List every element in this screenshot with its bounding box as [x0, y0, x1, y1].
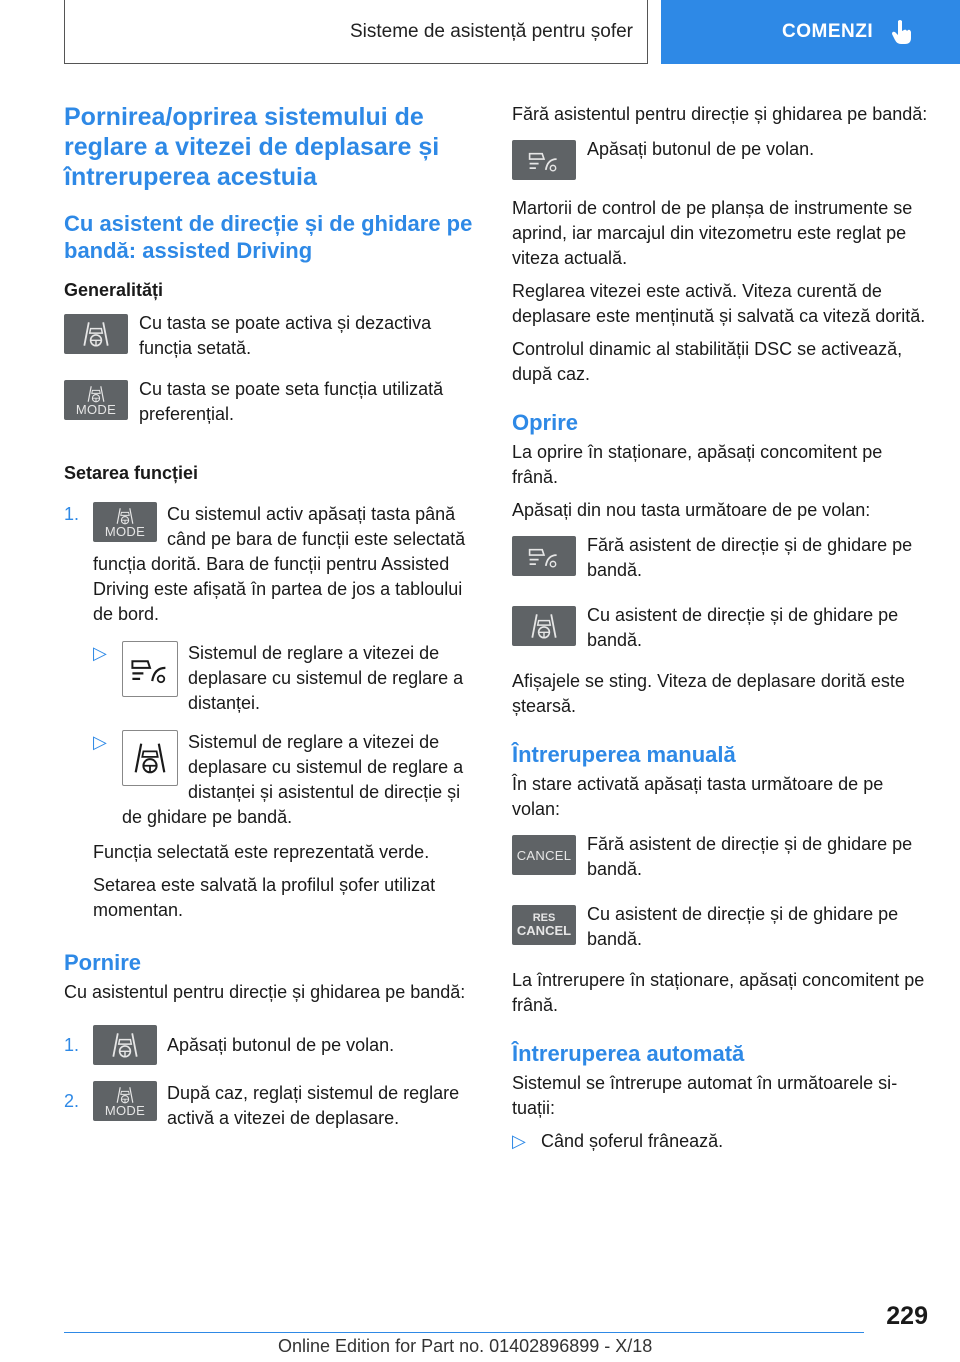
- bullet: ▷: [93, 643, 107, 663]
- set-heading: Setarea funcției: [64, 463, 199, 483]
- cancel-label: CANCEL: [516, 847, 572, 863]
- manual-option-1-text: Fără asistent de direcție și de ghidare pe bandă.: [587, 834, 913, 879]
- set-option-1-text: Sistemul de reglare a vitezei de deplasare cu sistemul de reglare a distanței.: [188, 643, 464, 713]
- section-subtitle: Cu asistent de direcție și de ghidare pe bandă: assisted Driving: [64, 211, 473, 263]
- stop-heading: Oprire: [512, 410, 579, 435]
- lane-assist-icon: [122, 730, 178, 786]
- press-text: Apăsați butonul de pe volan.: [587, 139, 815, 159]
- res-cancel-button-icon: [512, 905, 576, 945]
- manual-p2: La întrerupere în staționare, apăsați concomitent pe frână.: [512, 970, 925, 1015]
- stop-p2: Apăsați din nou tasta următoare de pe volan:: [512, 500, 871, 520]
- set-option-2: [93, 730, 476, 830]
- mode-label: MODE: [104, 523, 146, 539]
- set-note-2: Setarea este salvată la profilul șofer utilizat momentan.: [93, 875, 436, 920]
- stop-p3: Afișajele se sting. Viteza de deplasare dorită este ștearsă.: [512, 671, 905, 716]
- start-intro: Cu asistentul pentru direcție și ghidarea pe bandă:: [64, 982, 466, 1002]
- page-number: 229: [886, 1302, 928, 1330]
- bullet: ▷: [512, 1131, 526, 1151]
- step-number: 2.: [64, 1091, 80, 1111]
- set-option-2-text: Sistemul de reglare a vitezei de deplasare cu sistemul de reglare a distanței și asistentul de direcție și de ghidare pe bandă.: [122, 732, 464, 827]
- auto-p1: Sistemul se întrerupe automat în următoarele situații:: [512, 1073, 898, 1118]
- bullet: ▷: [93, 732, 107, 752]
- manual-heading: Întreruperea manuală: [512, 742, 736, 767]
- stop-option-2-text: Cu asistent de direcție și de ghidare pe bandă.: [587, 605, 899, 650]
- set-step-1: [64, 502, 476, 627]
- general-item-2: [64, 377, 476, 427]
- set-option-1: [93, 641, 476, 716]
- manual-option-2-text: Cu asistent de direcție și de ghidare pe bandă.: [587, 904, 899, 949]
- lane-assist-button-icon: [512, 606, 576, 646]
- header-section-title: [64, 0, 648, 64]
- cancel-button-icon: [512, 835, 576, 875]
- footer-divider: [64, 1332, 864, 1333]
- right-p2: Reglarea vitezei este activă. Viteza curentă de deplasare este menținută și salvată ca viteză dorită.: [512, 281, 926, 326]
- right-p3: Controlul dinamic al stabilității DSC se activează, după caz.: [512, 339, 903, 384]
- page-title: Pornirea/oprirea sistemului de reglare a vitezei de deplasare și întreruperea acestuia: [64, 103, 440, 191]
- start-heading: Pornire: [64, 950, 142, 975]
- acc-icon: [122, 641, 178, 697]
- acc-button-icon: [512, 536, 576, 576]
- start-step-1: [64, 1025, 476, 1067]
- res-label: RES: [532, 911, 556, 924]
- auto-bullet-1: [512, 1129, 928, 1154]
- stop-p1: La oprire în staționare, apăsați concomitent pe frână.: [512, 442, 883, 487]
- stop-option-1: [512, 533, 928, 583]
- start-step-2-text: După caz, reglați sistemul de reglare activă a vitezei de deplasare.: [167, 1083, 460, 1128]
- tab-comenzi[interactable]: [661, 0, 960, 64]
- start-step-2: [64, 1081, 476, 1131]
- start-step-1-text: Apăsați butonul de pe volan.: [167, 1035, 395, 1055]
- tab-label: COMENZI: [782, 21, 874, 42]
- acc-button-icon: [512, 140, 576, 180]
- cancel-label: CANCEL: [516, 922, 572, 938]
- general-item-2-text: Cu tasta se poate seta funcția utilizată preferențial.: [139, 379, 444, 424]
- set-note-1: Funcția selectată este reprezentată verde.: [93, 842, 430, 862]
- mode-button-icon: [64, 380, 128, 420]
- left-column: [64, 102, 476, 1139]
- mode-label: MODE: [75, 401, 117, 417]
- stop-option-2: [512, 603, 928, 653]
- mode-button-icon: [93, 502, 157, 542]
- stop-option-1-text: Fără asistent de direcție și de ghidare pe bandă.: [587, 535, 913, 580]
- general-item-1: [64, 311, 476, 361]
- set-step-1-text: Cu sistemul activ apăsați tasta până când pe bara de funcții este selectată funcția dorită. Bara de funcții pentru Assisted Driving este afișată în partea de jos a tabloului de bord.: [93, 504, 466, 624]
- lane-assist-button-icon: [64, 314, 128, 354]
- footer-edition: Online Edition for Part no. 01402896899 - X/18: [278, 1336, 653, 1356]
- general-item-1-text: Cu tasta se poate activa și dezactiva funcția setată.: [139, 313, 432, 358]
- auto-bullet-1-text: Când șoferul frânează.: [541, 1131, 724, 1151]
- auto-heading: Întreruperea automată: [512, 1041, 745, 1066]
- manual-option-1: [512, 832, 928, 882]
- right-intro: Fără asistentul pentru direcție și ghidarea pe bandă:: [512, 104, 928, 124]
- press-item: [512, 137, 928, 180]
- manual-p1: În stare activată apăsați tasta următoare de pe volan:: [512, 774, 884, 819]
- lane-assist-button-icon: [93, 1025, 157, 1065]
- mode-button-icon: [93, 1081, 157, 1121]
- hand-pointer-icon: [891, 19, 913, 45]
- section-title-text: Sisteme de asistență pentru șofer: [349, 20, 633, 42]
- right-column: [512, 102, 928, 1162]
- mode-label: MODE: [104, 1102, 146, 1118]
- right-p1: Martorii de control de pe planșa de instrumente se aprind, iar marcajul din vitezometru este reglat pe viteza actuală.: [512, 198, 913, 268]
- step-number: 1.: [64, 504, 80, 524]
- manual-option-2: [512, 902, 928, 952]
- general-heading: Generalități: [64, 280, 164, 300]
- step-number: 1.: [64, 1035, 80, 1055]
